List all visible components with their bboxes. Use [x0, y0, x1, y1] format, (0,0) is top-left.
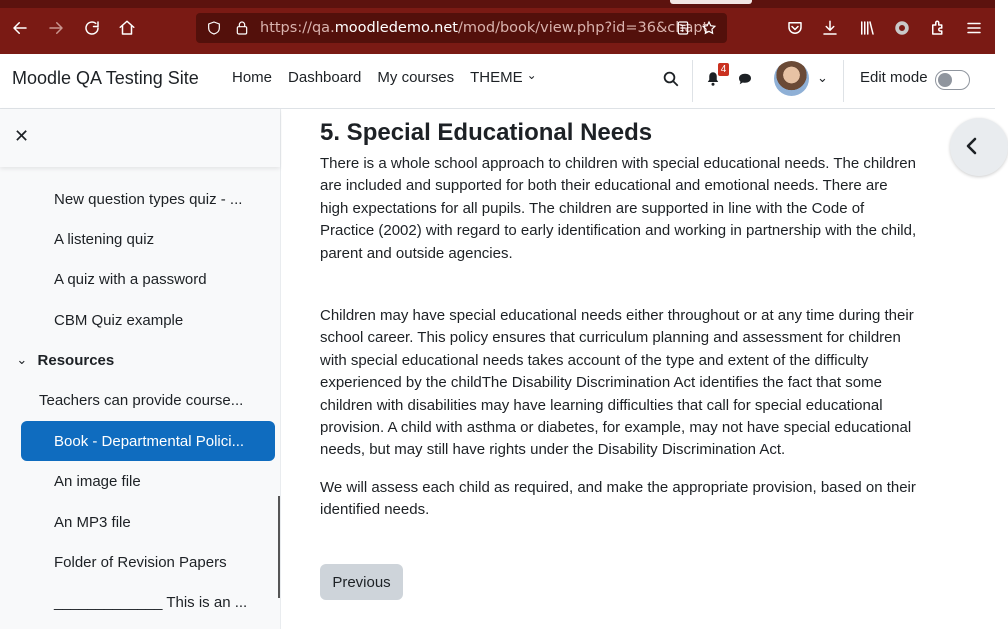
block-drawer-toggle[interactable]: [950, 118, 1008, 176]
lock-icon[interactable]: [232, 18, 252, 38]
search-icon[interactable]: [660, 68, 682, 90]
drawer-section-resources[interactable]: [12, 340, 266, 380]
drawer-item-label: New question types quiz - ...: [54, 190, 243, 208]
drawer-item[interactable]: [21, 300, 275, 340]
paragraph: We will assess each child as required, and make the appropriate provision, based on their identified needs.: [320, 479, 916, 519]
tab-strip: [0, 0, 995, 8]
chapter-title: 5. Special Educational Needs: [320, 119, 653, 146]
nav-dashboard[interactable]: Dashboard: [288, 69, 362, 86]
site-name[interactable]: Moodle QA Testing Site: [12, 68, 199, 88]
drawer-item[interactable]: [21, 461, 275, 501]
extensions-puzzle-icon[interactable]: [926, 16, 950, 40]
paragraph: Children may have special educational needs either throughout or at any time during their school career. This policy ensures that curriculum planning and assessment for children with special educational needs takes account of the type and extent of the difficulty experienced by the childThe Disability Discrimination Act identifies the fact that some children with disabilities may have learning difficulties that call for special educational provision. A child with asthma or diabetes, for example, may not have special educational needs, but may still have rights under the Disability Discrimination Act.: [320, 307, 914, 459]
drawer-item[interactable]: [21, 542, 275, 582]
forward-icon[interactable]: [44, 16, 68, 40]
site-navbar: [0, 54, 995, 109]
reader-view-icon[interactable]: [673, 18, 693, 38]
chevron-left-icon: [964, 136, 978, 156]
drawer-header: [0, 109, 280, 167]
drawer-item-label: An image file: [54, 472, 141, 490]
library-icon[interactable]: [855, 16, 879, 40]
extension-circle-icon[interactable]: [890, 16, 914, 40]
messages-chat-icon[interactable]: [734, 68, 756, 90]
drawer-item-label: Resources: [37, 351, 115, 369]
primary-navigation: [232, 69, 537, 86]
url-text[interactable]: https://qa.moodledemo.net/mod/book/view.php?id=36&chapt: [260, 20, 709, 36]
downloads-icon[interactable]: [818, 16, 842, 40]
nav-my-courses[interactable]: My courses: [377, 69, 455, 86]
previous-button[interactable]: Previous: [320, 564, 403, 600]
browser-toolbar: [0, 0, 995, 54]
reload-icon[interactable]: [80, 16, 104, 40]
home-icon[interactable]: [115, 16, 139, 40]
user-avatar[interactable]: [774, 61, 809, 96]
book-content: [282, 109, 995, 629]
drawer-item[interactable]: [21, 219, 275, 259]
drawer-item[interactable]: [21, 380, 275, 420]
nav-theme-dropdown[interactable]: THEME ⌄: [470, 69, 537, 86]
menu-hamburger-icon[interactable]: [962, 16, 986, 40]
shield-icon[interactable]: [204, 18, 224, 38]
drawer-item-label: Folder of Revision Papers: [54, 553, 227, 571]
bookmark-star-icon[interactable]: [699, 18, 719, 38]
close-icon[interactable]: ✕: [14, 126, 30, 146]
drawer-item-label: _____________ This is an ...: [54, 593, 248, 611]
drawer-item[interactable]: [21, 502, 275, 542]
paragraph: There is a whole school approach to children with special educational needs. The children are included and supported for both their educational and emotional needs. There are high expectations for all pupils. The children are supported in line with the Code of Practice (2002) with regard to early identification and working in partnership with the child, parent and outside agencies.: [320, 155, 917, 262]
drawer-item-label: Book - Departmental Polici...: [54, 432, 245, 450]
edit-mode-toggle[interactable]: [935, 70, 970, 90]
pocket-icon[interactable]: [783, 16, 807, 40]
drawer-item-label: CBM Quiz example: [54, 311, 184, 329]
navbar-divider: [692, 60, 693, 102]
drawer-item[interactable]: [21, 259, 275, 299]
drawer-item[interactable]: [21, 179, 275, 219]
back-icon[interactable]: [8, 16, 32, 40]
drawer-item-label: Teachers can provide course...: [39, 391, 244, 409]
drawer-scrollbar[interactable]: [278, 496, 280, 598]
active-tab-edge[interactable]: [670, 0, 752, 4]
drawer-item-label: A quiz with a password: [54, 270, 207, 288]
drawer-item-label: An MP3 file: [54, 513, 131, 531]
notification-count-badge: 4: [718, 63, 729, 76]
navbar-divider: [843, 60, 844, 102]
address-bar[interactable]: [196, 13, 727, 43]
edit-mode-label: Edit mode: [860, 69, 928, 86]
drawer-item-active[interactable]: [21, 421, 275, 461]
chevron-down-icon[interactable]: ⌄: [817, 70, 828, 85]
chevron-down-icon[interactable]: ⌄: [16, 352, 28, 367]
course-index-drawer: [0, 109, 281, 629]
drawer-item-label: A listening quiz: [54, 230, 155, 248]
drawer-item[interactable]: [21, 582, 275, 622]
nav-home[interactable]: Home: [232, 69, 273, 86]
